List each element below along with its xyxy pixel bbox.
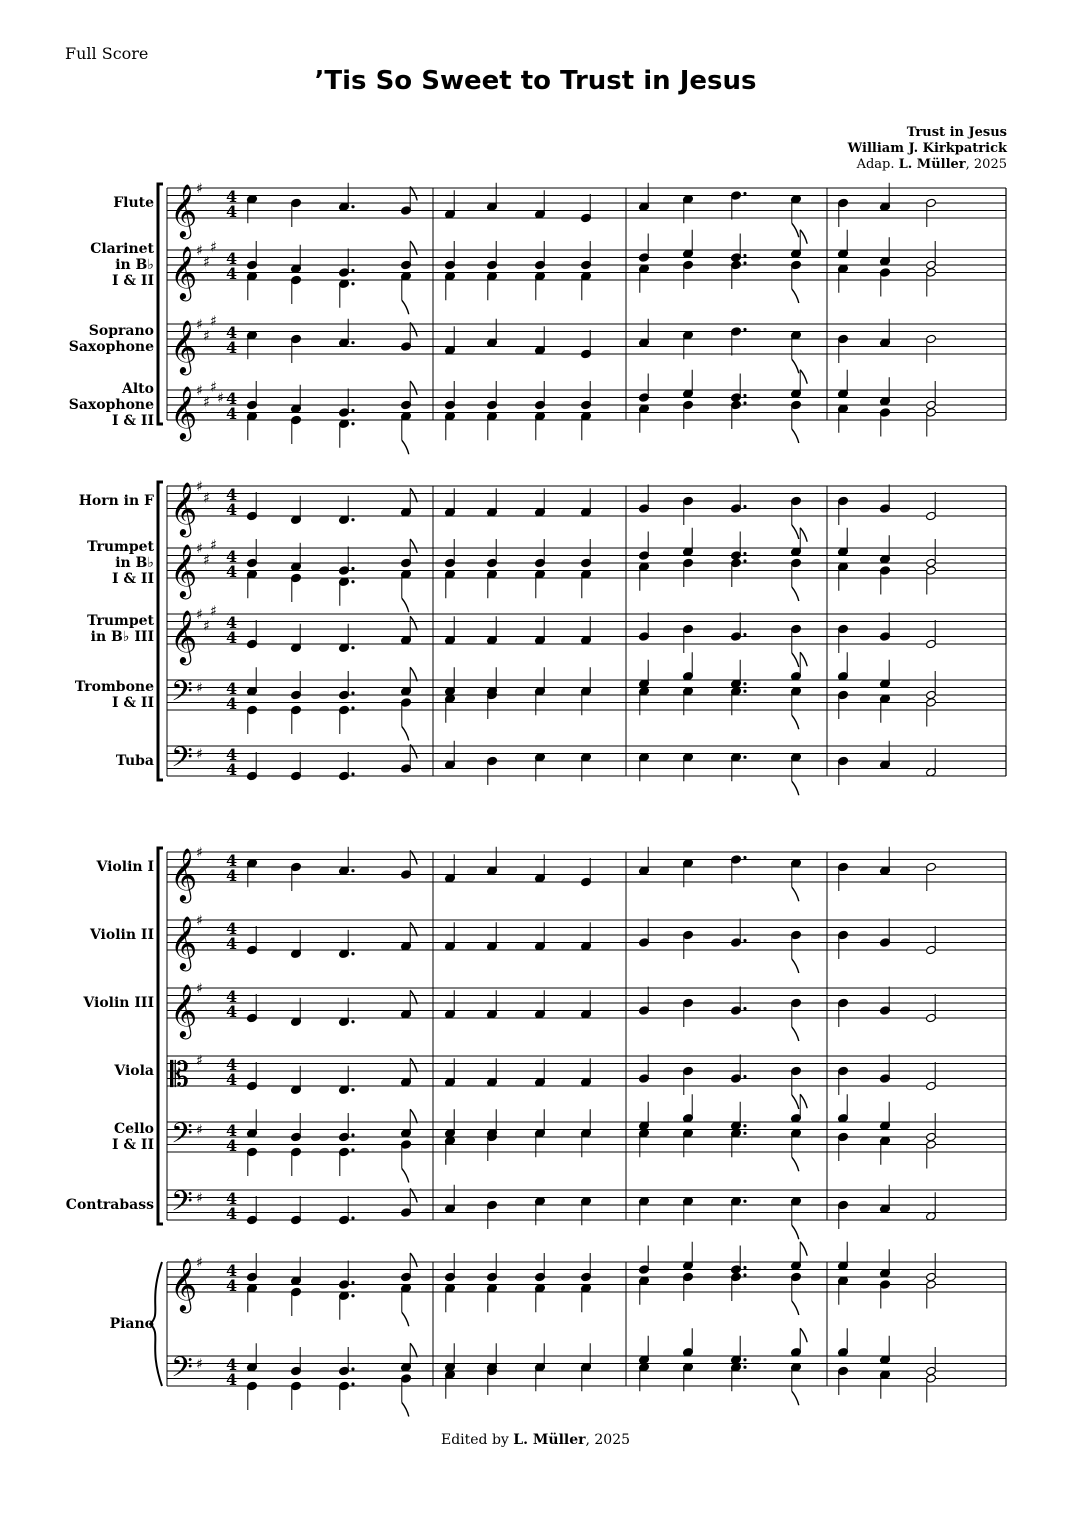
time-sig-denominator: 4 xyxy=(226,934,238,953)
dot xyxy=(351,1281,354,1284)
dot xyxy=(351,772,354,775)
time-sig-numerator: 4 xyxy=(226,485,238,504)
instrument-label-line: Soprano xyxy=(88,323,154,339)
dot xyxy=(351,869,354,872)
key-sharp-icon: ♯ xyxy=(196,913,203,929)
dot xyxy=(743,192,746,195)
note-flag xyxy=(410,851,417,865)
time-sig-denominator: 4 xyxy=(226,1136,238,1155)
note-flag xyxy=(800,1328,807,1342)
dot xyxy=(743,690,746,693)
note-flag xyxy=(792,289,799,303)
dot xyxy=(743,1358,746,1361)
dot xyxy=(351,1382,354,1385)
dot xyxy=(743,1266,746,1269)
time-sig-numerator: 4 xyxy=(226,851,238,870)
dot xyxy=(351,518,354,521)
key-sharp-icon: ♯ xyxy=(196,1052,203,1069)
dot xyxy=(351,1133,354,1136)
dot xyxy=(351,1148,354,1151)
note-flag xyxy=(410,922,417,936)
dot xyxy=(743,633,746,636)
note-flag xyxy=(410,616,417,630)
time-sig-denominator: 4 xyxy=(226,628,238,647)
time-sig-numerator: 4 xyxy=(226,1355,238,1374)
dot xyxy=(743,1007,746,1010)
section-bracket xyxy=(158,482,163,780)
dot xyxy=(743,1273,746,1276)
dot xyxy=(743,1200,746,1203)
key-sharp-icon: ♯ xyxy=(196,845,203,861)
alto-clef-icon: 𝄡 xyxy=(170,1055,189,1095)
instrument-label-line: Saxophone xyxy=(68,397,154,413)
time-sig-numerator: 4 xyxy=(226,187,238,206)
instrument-label-line: Flute xyxy=(113,195,154,211)
instrument-label-line: Viola xyxy=(114,1063,154,1079)
note-flag xyxy=(410,745,417,759)
instrument-label-line: I & II xyxy=(111,695,154,711)
time-sig-denominator: 4 xyxy=(226,1204,238,1223)
section-bracket xyxy=(158,184,163,424)
time-sig-numerator: 4 xyxy=(226,1055,238,1074)
note-flag xyxy=(792,1157,799,1171)
time-sig-denominator: 4 xyxy=(226,500,238,519)
instrument-label-line: Trombone xyxy=(74,679,154,695)
key-sharp-icon: ♯ xyxy=(196,479,203,495)
time-sig-numerator: 4 xyxy=(226,745,238,764)
key-sharp-icon: ♯ xyxy=(196,383,203,399)
treble-clef-icon: 𝄞 xyxy=(170,245,198,299)
key-sharp-icon: ♯ xyxy=(196,1122,203,1139)
treble-clef-icon: 𝄞 xyxy=(170,481,198,535)
note-flag xyxy=(402,1169,409,1183)
dot xyxy=(351,422,354,425)
treble-clef-icon: 𝄞 xyxy=(170,319,198,373)
dot xyxy=(743,254,746,257)
key-sharp-icon: ♯ xyxy=(196,746,203,763)
key-sharp-icon: ♯ xyxy=(196,607,203,623)
dot xyxy=(743,682,746,685)
note-flag xyxy=(792,223,799,237)
treble-clef-icon: 𝄞 xyxy=(170,915,198,969)
footer-year: , 2025 xyxy=(585,1432,631,1448)
note-flag xyxy=(410,1343,417,1357)
treble-clef-icon: 𝄞 xyxy=(170,609,198,663)
time-sig-numerator: 4 xyxy=(226,389,238,408)
dot xyxy=(743,328,746,331)
time-sig-denominator: 4 xyxy=(226,760,238,779)
dot xyxy=(351,691,354,694)
footer-name: L. Müller xyxy=(513,1432,586,1448)
dot xyxy=(743,261,746,264)
bass-clef-icon: 𝄢 xyxy=(171,1351,193,1391)
note-flag xyxy=(410,1189,417,1203)
time-sig-numerator: 4 xyxy=(226,249,238,268)
time-sig-numerator: 4 xyxy=(226,1189,238,1208)
dot xyxy=(351,1020,354,1023)
note-flag xyxy=(792,429,799,443)
instrument-label-line: Contrabass xyxy=(65,1197,154,1213)
key-sharp-icon: ♯ xyxy=(203,552,210,569)
key-sharp-icon: ♯ xyxy=(196,541,203,557)
time-sig-numerator: 4 xyxy=(226,613,238,632)
time-sig-numerator: 4 xyxy=(226,679,238,698)
note-flag xyxy=(410,1253,417,1267)
note-flag xyxy=(792,1027,799,1041)
time-sig-denominator: 4 xyxy=(226,338,238,357)
note-flag xyxy=(792,525,799,539)
note-flag xyxy=(792,653,799,667)
instrument-label-line: Tuba xyxy=(115,753,154,769)
time-sig-denominator: 4 xyxy=(226,202,238,221)
note-flag xyxy=(402,727,409,741)
page-title: ’Tis So Sweet to Trust in Jesus xyxy=(314,66,757,96)
adapter-prefix: Adap. xyxy=(856,157,899,172)
note-flag xyxy=(410,539,417,553)
instrument-label-line: Clarinet xyxy=(90,241,154,257)
dot xyxy=(743,1366,746,1369)
note-flag xyxy=(792,359,799,373)
key-sharp-icon: ♯ xyxy=(196,680,203,697)
treble-clef-icon: 𝄞 xyxy=(170,983,198,1037)
note-flag xyxy=(792,1301,799,1315)
treble-clef-icon: 𝄞 xyxy=(170,183,198,237)
dot xyxy=(351,580,354,583)
key-sharp-icon: ♯ xyxy=(196,981,203,997)
note-flag xyxy=(402,300,409,314)
instrument-label-line: in B♭ xyxy=(115,555,154,571)
time-sig-denominator: 4 xyxy=(226,866,238,885)
time-sig-denominator: 4 xyxy=(226,694,238,713)
section-bracket xyxy=(158,848,163,1224)
piano-brace xyxy=(150,1262,162,1386)
dot xyxy=(743,505,746,508)
key-sharp-icon: ♯ xyxy=(210,603,217,620)
instrument-label-line: I & II xyxy=(111,413,154,429)
treble-clef-icon: 𝄞 xyxy=(170,1257,198,1311)
note-flag xyxy=(410,381,417,395)
key-sharp-icon: ♯ xyxy=(196,317,203,333)
key-sharp-icon: ♯ xyxy=(217,390,224,407)
footer-prefix: Edited by xyxy=(440,1432,514,1448)
key-sharp-icon: ♯ xyxy=(203,328,210,345)
instrument-label-line: Horn in F xyxy=(78,493,154,509)
key-sharp-icon: ♯ xyxy=(210,537,217,554)
instrument-label-line: Trumpet xyxy=(87,539,154,555)
time-sig-numerator: 4 xyxy=(226,919,238,938)
dot xyxy=(743,856,746,859)
time-sig-numerator: 4 xyxy=(226,1121,238,1140)
note-flag xyxy=(410,241,417,255)
instrument-label-line: Violin I xyxy=(96,859,154,875)
key-sharp-icon: ♯ xyxy=(210,379,217,396)
note-flag xyxy=(410,1058,417,1072)
instrument-label-line: Alto xyxy=(122,381,154,397)
note-flag xyxy=(800,1242,807,1256)
key-sharp-icon: ♯ xyxy=(196,1255,203,1271)
dot xyxy=(743,939,746,942)
note-flag xyxy=(402,598,409,612)
key-sharp-icon: ♯ xyxy=(196,1356,203,1373)
time-sig-denominator: 4 xyxy=(226,1070,238,1089)
note-flag xyxy=(800,1094,807,1108)
instrument-label-line: Cello xyxy=(113,1121,154,1137)
dot xyxy=(351,706,354,709)
instrument-label-line: in B♭ III xyxy=(90,629,154,645)
note-flag xyxy=(410,1109,417,1123)
dot xyxy=(351,567,354,570)
dot xyxy=(351,269,354,272)
composer: William J. Kirkpatrick xyxy=(847,141,1007,156)
key-sharp-icon: ♯ xyxy=(203,490,210,507)
instrument-label-line: Trumpet xyxy=(87,613,154,629)
instrument-label-line: in B♭ xyxy=(115,257,154,273)
bass-clef-icon: 𝄢 xyxy=(171,1117,193,1157)
time-sig-denominator: 4 xyxy=(226,1276,238,1295)
adapter-name: L. Müller xyxy=(898,157,966,172)
key-sharp-icon: ♯ xyxy=(196,243,203,259)
note-flag xyxy=(410,187,417,201)
key-sharp-icon: ♯ xyxy=(203,618,210,635)
instrument-label-line: Violin II xyxy=(89,927,154,943)
note-flag xyxy=(402,1403,409,1417)
note-flag xyxy=(410,667,417,681)
adapter-year: , 2025 xyxy=(965,157,1007,172)
note-flag xyxy=(800,370,807,384)
note-flag xyxy=(402,1312,409,1326)
key-sharp-icon: ♯ xyxy=(210,239,217,256)
note-flag xyxy=(800,230,807,244)
note-flag xyxy=(410,323,417,337)
time-sig-denominator: 4 xyxy=(226,1370,238,1389)
note-flag xyxy=(792,715,799,729)
time-sig-denominator: 4 xyxy=(226,562,238,581)
bass-clef-icon: 𝄢 xyxy=(171,675,193,715)
time-sig-denominator: 4 xyxy=(226,264,238,283)
key-sharp-icon: ♯ xyxy=(196,181,203,197)
note-flag xyxy=(792,1391,799,1405)
dot xyxy=(351,952,354,955)
note-flag xyxy=(792,587,799,601)
dot xyxy=(351,1294,354,1297)
note-flag xyxy=(410,990,417,1004)
dot xyxy=(743,394,746,397)
time-sig-numerator: 4 xyxy=(226,547,238,566)
treble-clef-icon: 𝄞 xyxy=(170,543,198,597)
instrument-label-line: Violin III xyxy=(83,995,154,1011)
note-flag xyxy=(792,1225,799,1239)
note-flag xyxy=(402,440,409,454)
dot xyxy=(351,282,354,285)
tune-name: Trust in Jesus xyxy=(906,125,1007,140)
time-sig-numerator: 4 xyxy=(226,323,238,342)
instrument-label-line: I & II xyxy=(111,273,154,289)
treble-clef-icon: 𝄞 xyxy=(170,847,198,901)
dot xyxy=(351,205,354,208)
time-sig-numerator: 4 xyxy=(226,1261,238,1280)
note-flag xyxy=(800,652,807,666)
key-sharp-icon: ♯ xyxy=(196,1190,203,1207)
dot xyxy=(351,409,354,412)
bass-clef-icon: 𝄢 xyxy=(171,1185,193,1225)
treble-clef-icon: 𝄞 xyxy=(170,385,198,439)
key-sharp-icon: ♯ xyxy=(203,394,210,411)
dot xyxy=(743,552,746,555)
dot xyxy=(743,756,746,759)
note-flag xyxy=(792,887,799,901)
dot xyxy=(743,1132,746,1135)
dot xyxy=(743,1124,746,1127)
bass-clef-icon: 𝄢 xyxy=(171,741,193,781)
time-sig-denominator: 4 xyxy=(226,404,238,423)
instrument-label-line: I & II xyxy=(111,1137,154,1153)
instrument-label-line: Saxophone xyxy=(68,339,154,355)
page-footer xyxy=(0,1432,1071,1448)
note-flag xyxy=(410,488,417,502)
dot xyxy=(351,341,354,344)
time-sig-denominator: 4 xyxy=(226,1002,238,1021)
note-flag xyxy=(792,1095,799,1109)
instrument-label-line: Piano xyxy=(109,1316,154,1332)
dot xyxy=(743,559,746,562)
score-label: Full Score xyxy=(65,44,149,63)
instrument-label-line: I & II xyxy=(111,571,154,587)
time-sig-numerator: 4 xyxy=(226,987,238,1006)
dot xyxy=(351,1088,354,1091)
dot xyxy=(351,646,354,649)
dot xyxy=(743,1075,746,1078)
note-flag xyxy=(792,781,799,795)
dot xyxy=(743,401,746,404)
dot xyxy=(351,1216,354,1219)
key-sharp-icon: ♯ xyxy=(203,254,210,271)
note-flag xyxy=(800,528,807,542)
dot xyxy=(351,1367,354,1370)
key-sharp-icon: ♯ xyxy=(210,313,217,330)
note-flag xyxy=(792,959,799,973)
